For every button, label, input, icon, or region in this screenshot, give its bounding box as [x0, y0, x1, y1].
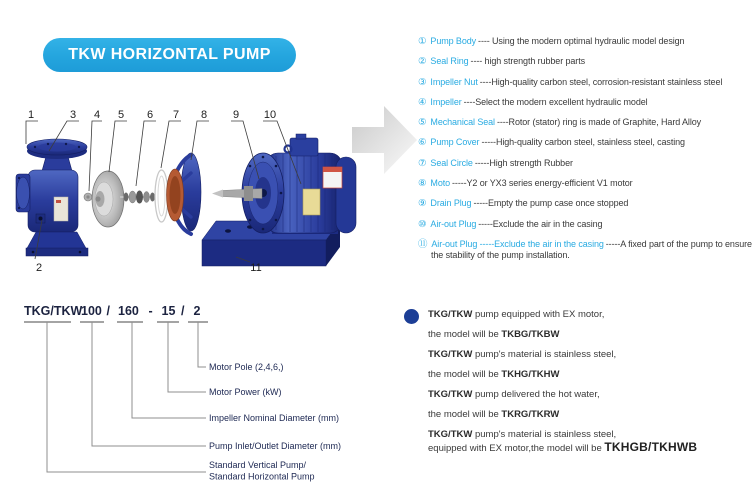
part-name: Pump Cover — [430, 137, 480, 148]
circled-number: ② — [418, 56, 427, 68]
part-name: Seal Circle — [430, 157, 473, 168]
note-line — [428, 429, 754, 441]
part-name: Air-out Plug — [430, 218, 477, 229]
model-code — [24, 304, 201, 318]
model-code-breakdown — [20, 298, 365, 493]
part-number: 1 — [27, 109, 35, 121]
model-code-text: TKHGB/TKHWB — [604, 439, 698, 454]
parts-list — [418, 36, 756, 271]
parts-list-item — [418, 219, 756, 231]
part-description: -----Empty the pump case once stopped — [473, 198, 629, 209]
connector-lines — [47, 322, 206, 472]
pump-exploded-diagram — [5, 90, 420, 290]
part-description: ---- Using the modern optimal hydraulic model design — [478, 36, 685, 46]
model-segment: 100 — [81, 304, 102, 318]
part-number: 9 — [232, 109, 240, 121]
part-description: -----A fixed part of the pump to ensure the stability of the pump installation. — [431, 238, 752, 261]
part-name: Drain Plug — [430, 198, 472, 209]
impeller-nut — [84, 193, 92, 201]
model-code-labels — [209, 362, 341, 482]
part-description: ----High-quality carbon steel, corrosion-resistant stainless steel — [479, 76, 723, 87]
junction-box — [290, 138, 318, 156]
part-number: 3 — [69, 109, 77, 121]
circled-number: ⑩ — [418, 218, 427, 230]
parts-list-item — [418, 77, 756, 89]
circled-number: ① — [418, 36, 427, 47]
parts-list-item — [418, 117, 756, 129]
part-description: -----High strength Rubber — [474, 157, 573, 168]
model-label: Motor Power (kW) — [209, 387, 282, 397]
note-text: the model will be — [428, 409, 502, 420]
note-text: pump delivered the hot water, — [472, 389, 600, 400]
part-number: 2 — [35, 262, 43, 274]
note-text: equipped with EX motor,the model will be — [428, 442, 605, 454]
circled-number: ⑤ — [418, 117, 427, 129]
model-segment: / — [106, 304, 110, 318]
circled-number: ⑧ — [418, 178, 427, 190]
impeller — [92, 171, 124, 227]
parts-list-item — [418, 137, 756, 149]
volute-body — [28, 170, 78, 232]
pump-casing — [16, 139, 88, 256]
model-segment: TKG/TKW — [24, 304, 83, 318]
part-number: 6 — [146, 109, 154, 121]
part-description: ----Select the modern excellent hydraulic model — [463, 96, 648, 107]
model-segment: 160 — [118, 304, 139, 318]
note-line — [428, 439, 754, 455]
model-segment: / — [181, 304, 185, 318]
model-code-text: TKHG/TKHW — [501, 369, 560, 380]
seal-circle-oring — [155, 170, 168, 222]
note-line — [428, 369, 754, 381]
circled-number: ③ — [418, 76, 427, 88]
model-label: Standard Vertical Pump/ — [209, 460, 307, 470]
circled-number: ⑨ — [418, 198, 427, 210]
title-banner — [43, 38, 296, 72]
part-description: -----Exclude the air in the casing — [478, 218, 603, 229]
model-label: Standard Horizontal Pump — [209, 471, 315, 482]
part-number: 11 — [250, 262, 262, 274]
part-description: ----Rotor (stator) ring is made of Graphite, Hard Alloy — [496, 117, 702, 128]
parts-list-item — [418, 158, 756, 170]
bullet-dot-icon — [404, 309, 419, 324]
model-variant-notes — [428, 309, 754, 463]
part-number: 8 — [200, 109, 208, 121]
circled-number: ⑪ — [418, 238, 428, 250]
circled-number: ④ — [418, 96, 427, 108]
motor — [212, 134, 356, 234]
model-segment: 15 — [161, 304, 176, 318]
model-code-text: TKG/TKW — [428, 349, 473, 360]
model-label: Motor Pole (2,4,6,) — [209, 362, 284, 372]
parts-list-item — [418, 36, 756, 48]
part-description: ---- high strength rubber parts — [470, 56, 585, 67]
circled-number: ⑦ — [418, 157, 427, 169]
model-code-text: TKBG/TKBW — [501, 329, 560, 340]
pump-foot — [26, 248, 88, 256]
pump-cover — [167, 153, 202, 234]
note-line — [428, 409, 754, 421]
parts-list-item — [418, 97, 756, 109]
model-code-text: TKG/TKW — [428, 429, 473, 440]
model-segment: 2 — [193, 304, 201, 318]
model-label: Pump Inlet/Outlet Diameter (mm) — [209, 441, 342, 451]
note-text: pump's material is stainless steel, — [472, 429, 617, 440]
part-name: Pump Body — [430, 36, 477, 46]
part-name: Seal Ring — [430, 56, 469, 67]
circled-number: ⑥ — [418, 137, 427, 149]
part-name: Impeller Nut — [430, 76, 478, 87]
part-number: 5 — [117, 109, 125, 121]
part-number: 4 — [93, 109, 101, 121]
model-code-text: TKRG/TKRW — [501, 409, 560, 420]
note-line — [428, 389, 754, 401]
note-text: pump equipped with EX motor, — [472, 309, 605, 320]
parts-list-item — [418, 178, 756, 190]
part-description: -----Y2 or YX3 series energy-efficient V1 motor — [452, 178, 633, 189]
note-text: the model will be — [428, 329, 502, 340]
note-text: pump's material is stainless steel, — [472, 349, 617, 360]
part-name: Moto — [430, 178, 451, 189]
model-segment: - — [148, 304, 153, 318]
parts-list-item — [418, 198, 756, 210]
right-arrow-icon — [352, 106, 417, 174]
part-number: 10 — [263, 109, 277, 121]
part-name: Air-out Plug -----Exclude the air in the casing — [431, 238, 604, 249]
model-label: Impeller Nominal Diameter (mm) — [209, 413, 340, 423]
note-line — [428, 309, 754, 321]
parts-list-item — [418, 239, 756, 262]
mechanical-seal — [120, 191, 156, 204]
motor-nameplate — [303, 189, 320, 215]
page-title: TKW HORIZONTAL PUMP — [68, 46, 271, 63]
part-name: Impeller — [430, 96, 462, 107]
note-line — [428, 349, 754, 361]
parts-list-item — [418, 56, 756, 68]
part-number: 7 — [172, 109, 180, 121]
model-code-text: TKG/TKW — [428, 309, 473, 320]
model-code-text: TKG/TKW — [428, 389, 473, 400]
note-line — [428, 329, 754, 341]
part-name: Mechanical Seal — [430, 117, 495, 128]
note-text: the model will be — [428, 369, 502, 380]
part-description: -----High-quality carbon steel, stainless steel, casting — [481, 137, 685, 148]
